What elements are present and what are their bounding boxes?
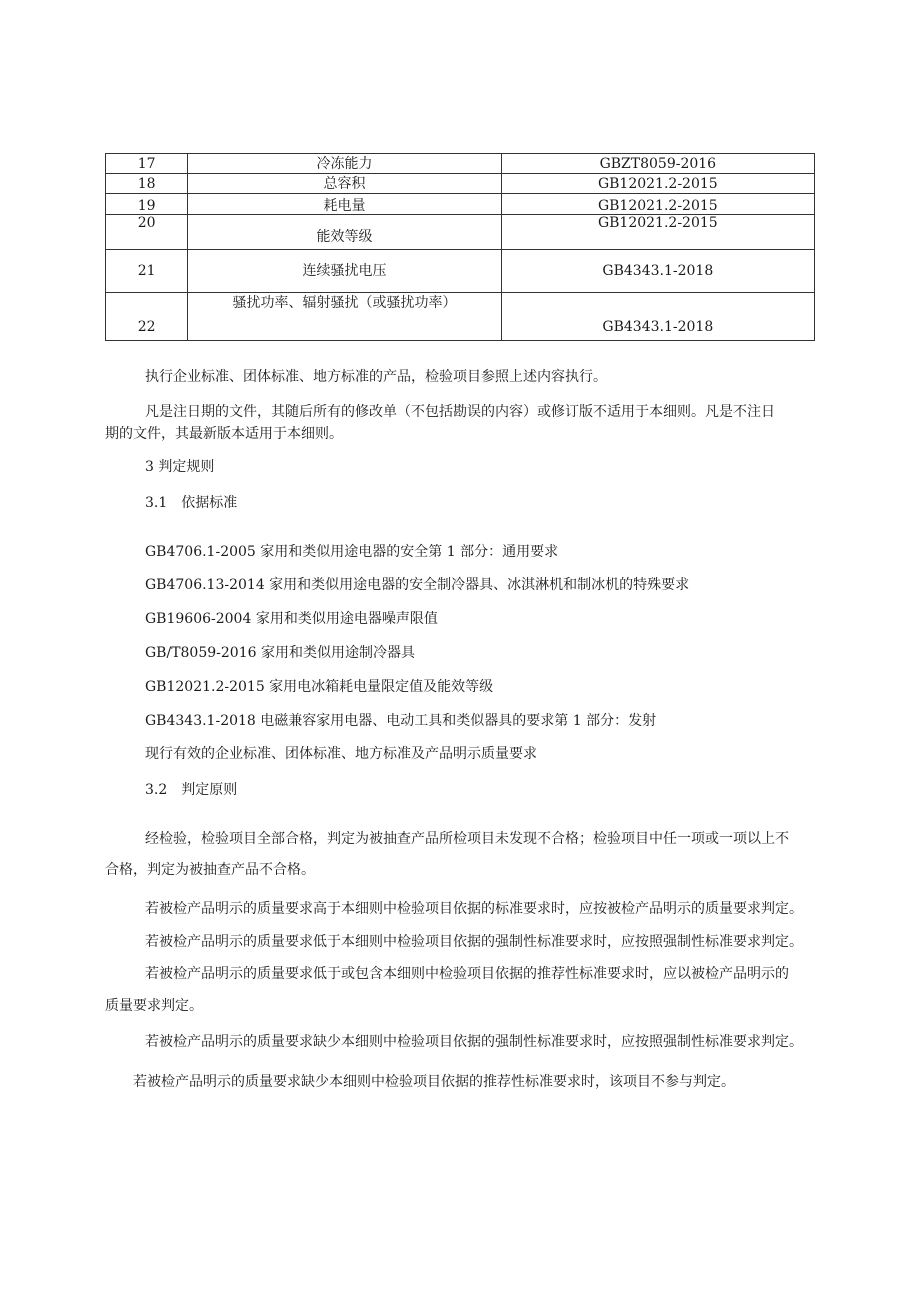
table-row — [106, 174, 815, 194]
rule-paragraph-line2: 合格，判定为被抽查产品不合格。 — [105, 862, 315, 878]
rule-paragraph-line2: 质量要求判定。 — [105, 998, 203, 1014]
standard-code: GB12021.2-2015 — [501, 215, 814, 250]
table-row — [106, 154, 815, 174]
inspection-item: 总容积 — [188, 174, 501, 194]
standard-code: GB12021.2-2015 — [501, 174, 814, 194]
rule-paragraph-line1: 经检验，检验项目全部合格，判定为被抽查产品所检项目未发现不合格；检验项目中任一项或一项以上不 — [145, 831, 789, 847]
row-number: 19 — [106, 194, 188, 215]
rule-paragraph: 若被检产品明示的质量要求缺少本细则中检验项目依据的推荐性标准要求时，该项目不参与判定。 — [133, 1074, 735, 1090]
standard-item: GB19606-2004 家用和类似用途电器噪声限值 — [145, 611, 438, 627]
standard-item: GB4343.1-2018 电磁兼容家用电器、电动工具和类似器具的要求第 1 部分：发射 — [145, 713, 657, 729]
rule-paragraph: 若被检产品明示的质量要求缺少本细则中检验项目依据的强制性标准要求时，应按照强制性标准要求判定。 — [145, 1034, 803, 1050]
table-row — [106, 194, 815, 215]
subsection-heading-judgement-principles: 3.2 判定原则 — [145, 782, 238, 798]
section-heading-judgement-rules: 3 判定规则 — [145, 459, 215, 475]
inspection-item: 能效等级 — [188, 215, 501, 250]
standard-code: GB12021.2-2015 — [501, 194, 814, 215]
rule-paragraph-line1: 若被检产品明示的质量要求低于或包含本细则中检验项目依据的推荐性标准要求时，应以被检产品明示的 — [145, 966, 789, 982]
inspection-items-table — [105, 153, 815, 341]
inspection-item: 连续骚扰电压 — [188, 250, 501, 293]
standard-code: GB4343.1-2018 — [501, 250, 814, 293]
standard-code: GBZT8059-2016 — [501, 154, 814, 174]
paragraph-enterprise-standard: 执行企业标准、团体标准、地方标准的产品，检验项目参照上述内容执行。 — [145, 369, 607, 385]
standard-item: 现行有效的企业标准、团体标准、地方标准及产品明示质量要求 — [145, 746, 537, 762]
row-number: 20 — [106, 215, 188, 250]
inspection-item: 冷冻能力 — [188, 154, 501, 174]
inspection-item: 耗电量 — [188, 194, 501, 215]
inspection-item: 骚扰功率、辐射骚扰（或骚扰功率） — [188, 293, 501, 341]
table-row — [106, 293, 815, 341]
standard-item: GB4706.13-2014 家用和类似用途电器的安全制冷器具、冰淇淋机和制冰机的特殊要求 — [145, 577, 690, 593]
subsection-heading-basis-standards: 3.1 依据标准 — [145, 495, 238, 511]
paragraph-dated-docs-line2: 期的文件，其最新版本适用于本细则。 — [105, 426, 343, 442]
rule-paragraph: 若被检产品明示的质量要求低于本细则中检验项目依据的强制性标准要求时，应按照强制性标准要求判定。 — [145, 934, 803, 950]
paragraph-dated-docs-line1: 凡是注日期的文件，其随后所有的修改单（不包括勘误的内容）或修订版不适用于本细则。凡是不注日 — [145, 404, 775, 420]
standard-item: GB4706.1-2005 家用和类似用途电器的安全第 1 部分：通用要求 — [145, 544, 559, 560]
row-number: 17 — [106, 154, 188, 174]
standard-item: GB12021.2-2015 家用电冰箱耗电量限定值及能效等级 — [145, 679, 494, 695]
row-number: 21 — [106, 250, 188, 293]
table-row — [106, 215, 815, 250]
standard-code: GB4343.1-2018 — [501, 293, 814, 341]
rule-paragraph: 若被检产品明示的质量要求高于本细则中检验项目依据的标准要求时，应按被检产品明示的质量要求判定。 — [145, 901, 803, 917]
row-number: 18 — [106, 174, 188, 194]
standard-item: GB/T8059-2016 家用和类似用途制冷器具 — [145, 645, 415, 661]
table-row — [106, 250, 815, 293]
row-number: 22 — [106, 293, 188, 341]
